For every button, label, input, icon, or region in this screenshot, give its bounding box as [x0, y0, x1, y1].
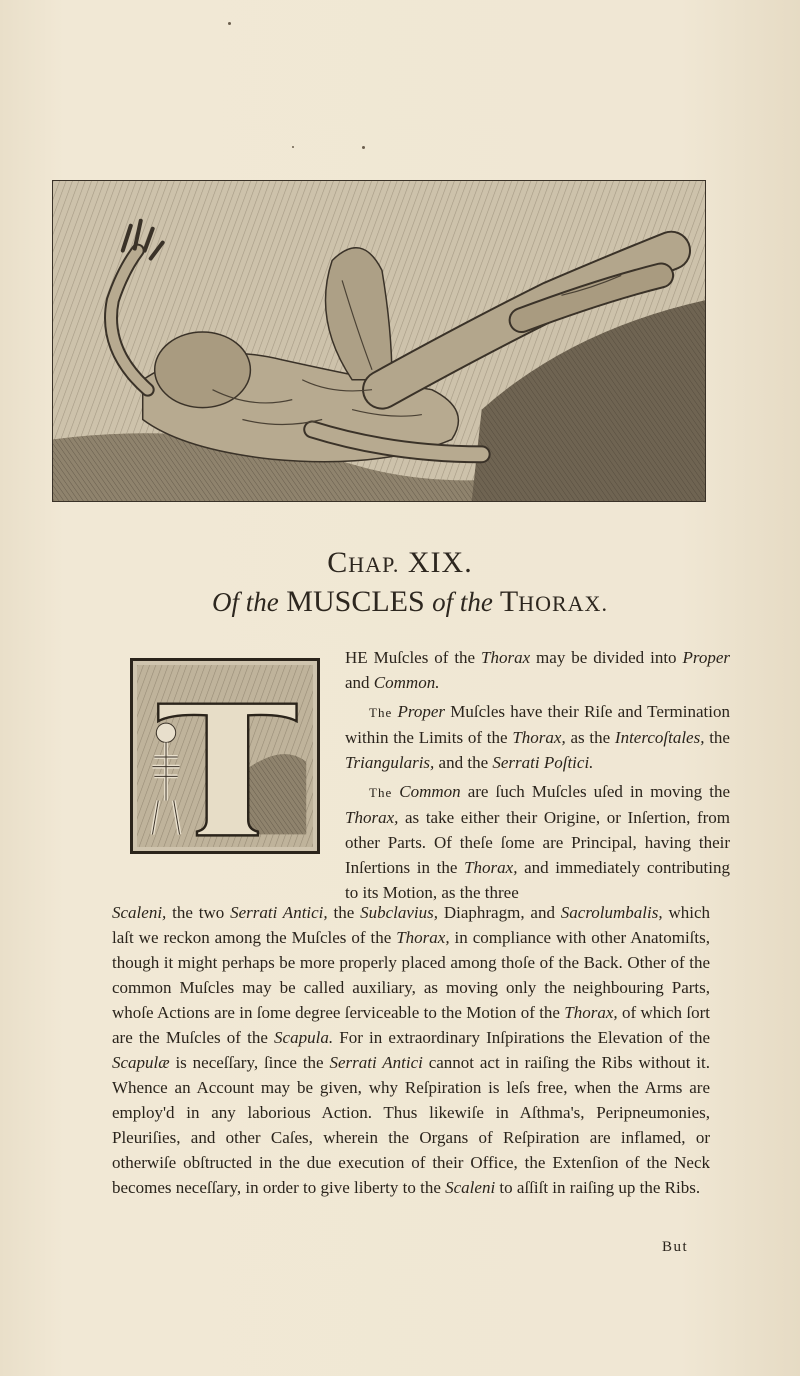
text-run: as the: [565, 728, 615, 747]
chapter-label-initial: C: [327, 546, 349, 579]
text-run: is neceſſary, ſince the: [169, 1053, 330, 1072]
small-caps-word: The: [369, 705, 393, 720]
paragraph-3-continued: [112, 900, 710, 1200]
text-run: cannot act in raiſing the Ribs without it. Whence an Account may be given, why Reſpiration is leſs free, when the Arms are employ'd in any laborious Action. Thus likewiſe in Aſthma's, Peripneumonies, Pleuriſies, and other Caſes, wherein the Organs of Reſpiration are inflamed, or otherwiſe obſtructed in the due execution of their Office, the Extenſion of the Neck becomes neceſſary, in order to give liberty to the: [112, 1053, 710, 1197]
chapter-label-rest: HAP.: [348, 552, 400, 577]
italic-term: Serrati Poſtici.: [492, 753, 594, 772]
text-run: For in extraordinary Inſpirations the Elevation of the: [333, 1028, 711, 1047]
text-run: and: [345, 673, 374, 692]
text-run: are ſuch Muſcles uſed in moving the: [460, 782, 730, 801]
text-run: the: [704, 728, 730, 747]
anatomical-figure-engraving: [53, 181, 705, 501]
italic-term: Serrati Antici: [329, 1053, 423, 1072]
catchword: But: [662, 1239, 689, 1255]
text-run: to aſſiſt in raiſing up the Ribs.: [495, 1178, 701, 1197]
wide-text-column: [112, 900, 710, 1204]
italic-term: Proper: [397, 702, 446, 721]
italic-term: Common: [399, 782, 461, 801]
engraving-plate: [52, 180, 706, 502]
italic-term: Thorax,: [345, 808, 399, 827]
subtitle-of-the-2: of the: [432, 587, 493, 617]
italic-term: Serrati Antici,: [230, 903, 328, 922]
chapter-subtitle: [0, 585, 800, 619]
chapter-number: XIX.: [407, 546, 473, 579]
paragraph-2: [345, 699, 730, 775]
text-run: HE Muſcles of the: [345, 648, 482, 667]
italic-term: Common.: [373, 673, 440, 692]
narrow-text-column: [345, 645, 730, 909]
ink-speck: [228, 22, 231, 25]
text-run: in compliance with other Anatomiſts, though it might perhaps be more properly placed among thoſe of the Back. Other of the common Muſcles may be called auxiliary, as moving only the neighbouring Parts, whoſe Actions are in ſome degree ſerviceable to the Motion of the: [112, 928, 710, 1022]
subtitle-of-the: Of the: [212, 587, 279, 617]
italic-term: Intercoſtales,: [614, 728, 705, 747]
text-run: the: [327, 903, 361, 922]
italic-term: Scaleni,: [112, 903, 167, 922]
italic-term: Sacrolumbalis,: [560, 903, 663, 922]
italic-term: Thorax,: [512, 728, 566, 747]
italic-term: Proper: [682, 648, 730, 667]
initial-letter-engraving: [137, 665, 313, 847]
italic-term: Thorax,: [564, 1003, 618, 1022]
text-run: and the: [434, 753, 493, 772]
subtitle-muscles: MUSCLES: [286, 585, 425, 618]
text-run: may be divided into: [530, 648, 683, 667]
ink-speck: [292, 146, 294, 148]
italic-term: Triangularis,: [345, 753, 435, 772]
italic-term: Scaleni: [445, 1178, 496, 1197]
text-run: Diaphragm, and: [438, 903, 561, 922]
subtitle-thorax-initial: T: [499, 585, 519, 618]
italic-term: Subclavius,: [360, 903, 439, 922]
text-run: Muſcles have their Riſe and Termination within the Limits of the: [345, 702, 730, 747]
italic-term: Thorax: [481, 648, 531, 667]
paragraph-3: [345, 779, 730, 905]
decorated-initial: [130, 658, 320, 854]
ink-speck: [362, 146, 365, 149]
italic-term: Scapula.: [274, 1028, 334, 1047]
text-run: and immediately contributing to its Motion, as the three: [345, 858, 730, 902]
paragraph-1: [345, 645, 730, 695]
chapter-heading: [0, 546, 800, 580]
italic-term: Thorax,: [464, 858, 518, 877]
text-run: which laſt we reckon among the Muſcles of the: [112, 903, 711, 947]
italic-term: Thorax,: [396, 928, 450, 947]
text-run: the two: [166, 903, 231, 922]
subtitle-thorax-rest: HORAX.: [518, 591, 608, 616]
italic-term: Scapulæ: [112, 1053, 170, 1072]
text-run: of which ſort are the Muſcles of the: [112, 1003, 710, 1047]
text-run: as take either their Origine, or Inſertion, from other Parts. Of theſe ſome are Principal, having their Inſertions in the: [345, 808, 730, 877]
small-caps-word: The: [369, 785, 393, 800]
